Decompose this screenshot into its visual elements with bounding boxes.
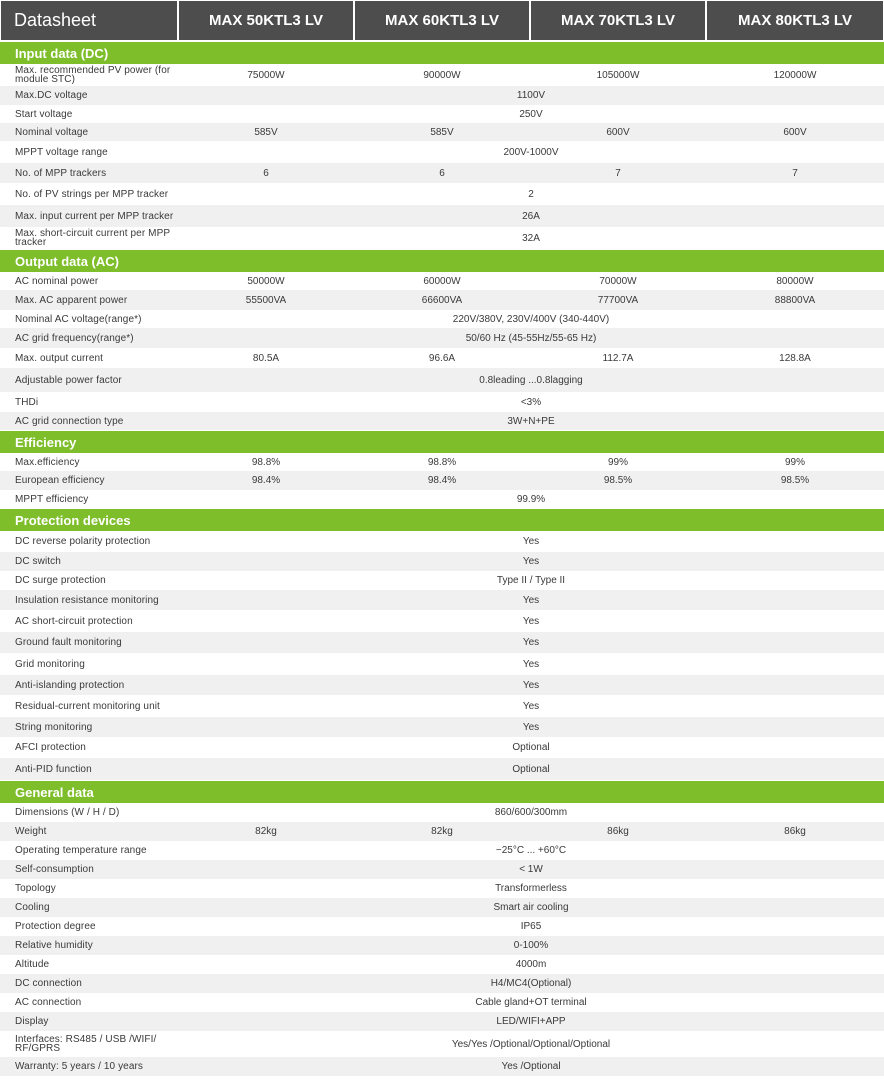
table-row: [0, 737, 884, 758]
row-value-all-models: Yes: [522, 594, 540, 606]
table-row: [0, 803, 884, 822]
row-label: Operating temperature range: [15, 845, 147, 856]
row-value-all-models: 50/60 Hz (45-55Hz/55-65 Hz): [465, 332, 597, 344]
table-row: [0, 368, 884, 392]
section-header: Output data (AC): [0, 249, 884, 272]
table-row: [0, 86, 884, 105]
row-label: Protection degree: [15, 921, 96, 932]
row-label: String monitoring: [15, 721, 93, 733]
row-label: No. of MPP trackers: [15, 167, 107, 179]
row-value: 98.5%: [603, 475, 633, 486]
row-value-all-models: Yes: [522, 700, 540, 712]
row-value: 75000W: [247, 69, 285, 81]
row-label: DC switch: [15, 556, 61, 567]
row-label: Self-consumption: [15, 864, 94, 875]
row-value: 112.7A: [602, 352, 634, 364]
row-label: Start voltage: [15, 108, 73, 120]
model-header-3: MAX 70KTL3 LV: [530, 0, 706, 41]
row-value-all-models: Yes: [522, 615, 540, 627]
table-row: [0, 490, 884, 508]
row-value-all-models: Optional: [512, 763, 550, 775]
row-label: Max. short-circuit current per MPP tracker: [15, 228, 170, 248]
row-value-all-models: 3W+N+PE: [507, 415, 555, 427]
row-value: 90000W: [423, 69, 461, 81]
table-row: [0, 310, 884, 328]
table-row: [0, 1012, 884, 1031]
table-row: [0, 571, 884, 590]
row-value: 88800VA: [774, 294, 816, 306]
table-row: [0, 453, 884, 471]
row-value: 80.5A: [252, 352, 280, 364]
table-row: [0, 917, 884, 936]
row-value-all-models: < 1W: [519, 864, 543, 875]
table-row: [0, 205, 884, 227]
table-row: [0, 632, 884, 653]
row-value-all-models: 26A: [522, 210, 540, 222]
row-value-all-models: 0.8leading ...0.8lagging: [479, 374, 583, 386]
row-value-all-models: <3%: [520, 396, 542, 408]
table-row: [0, 879, 884, 898]
table-row: [0, 695, 884, 717]
row-value: 98.5%: [780, 475, 810, 486]
row-value-all-models: H4/MC4(Optional): [490, 978, 572, 989]
row-value: 96.6A: [428, 352, 456, 364]
row-label: Grid monitoring: [15, 658, 85, 670]
row-value-all-models: IP65: [520, 921, 542, 932]
row-label: Max.efficiency: [15, 456, 80, 468]
row-label: Nominal AC voltage(range*): [15, 313, 142, 325]
row-value: 99%: [607, 456, 628, 468]
row-label: DC surge protection: [15, 575, 106, 586]
row-label: Dimensions (W / H / D): [15, 807, 120, 818]
datasheet-title: Datasheet: [0, 0, 178, 41]
row-label: Max.DC voltage: [15, 90, 88, 101]
row-value-all-models: 200V-1000V: [503, 146, 559, 158]
row-value-all-models: Yes /Optional: [501, 1061, 561, 1072]
table-row: [0, 717, 884, 737]
row-label: MPPT efficiency: [15, 493, 89, 505]
row-label: Insulation resistance monitoring: [15, 594, 159, 606]
row-label: THDi: [15, 396, 39, 408]
table-header: [0, 0, 884, 41]
row-label: No. of PV strings per MPP tracker: [15, 188, 169, 200]
table-row: [0, 610, 884, 632]
row-value-all-models: 32A: [522, 232, 540, 244]
row-label: AFCI protection: [15, 742, 86, 753]
table-row: [0, 328, 884, 348]
row-value-all-models: LED/WIFI+APP: [496, 1016, 566, 1027]
row-label: DC connection: [15, 978, 82, 989]
section-header: Input data (DC): [0, 41, 884, 64]
row-label: Cooling: [15, 902, 50, 913]
row-value-all-models: −25°C ... +60°C: [495, 845, 567, 856]
row-value-all-models: Yes/Yes /Optional/Optional/Optional: [451, 1038, 611, 1050]
row-value: 6: [263, 167, 269, 179]
model-header-2: MAX 60KTL3 LV: [354, 0, 530, 41]
row-value: 120000W: [773, 69, 817, 81]
row-label: AC short-circuit protection: [15, 615, 133, 627]
row-value: 128.8A: [779, 352, 811, 364]
row-value-all-models: 2: [528, 188, 534, 200]
section-header: Protection devices: [0, 508, 884, 531]
table-row: [0, 675, 884, 695]
row-value: 82kg: [255, 826, 277, 837]
table-row: [0, 392, 884, 412]
row-value-all-models: 99.9%: [516, 493, 546, 505]
row-value: 66600VA: [421, 294, 463, 306]
table-row: [0, 141, 884, 163]
row-label: AC nominal power: [15, 275, 99, 287]
row-value-all-models: Yes: [522, 536, 540, 547]
row-label: AC connection: [15, 997, 82, 1008]
row-value-all-models: Yes: [522, 637, 540, 648]
row-label: Interfaces: RS485 / USB /WIFI/ RF/GPRS: [15, 1034, 157, 1054]
row-value: 7: [792, 167, 798, 179]
table-row: [0, 898, 884, 917]
row-label: MPPT voltage range: [15, 146, 108, 158]
table-row: [0, 412, 884, 430]
table-row: [0, 653, 884, 675]
row-value-all-models: 0-100%: [513, 940, 549, 951]
row-label: Max. input current per MPP tracker: [15, 210, 174, 222]
table-row: [0, 936, 884, 955]
table-row: [0, 183, 884, 205]
table-row: [0, 64, 884, 86]
row-label: Display: [15, 1016, 49, 1027]
table-row: [0, 590, 884, 610]
row-label: Max. output current: [15, 352, 104, 364]
row-value-all-models: 860/600/300mm: [494, 807, 568, 818]
row-label: Anti-PID function: [15, 763, 92, 775]
table-row: [0, 955, 884, 974]
row-label: European efficiency: [15, 475, 105, 486]
row-label: Residual-current monitoring unit: [15, 700, 160, 712]
table-row: [0, 123, 884, 141]
row-value: 6: [439, 167, 445, 179]
row-value: 86kg: [607, 826, 629, 837]
row-value-all-models: Transformerless: [495, 883, 567, 894]
row-label: AC grid frequency(range*): [15, 332, 134, 344]
row-value: 70000W: [599, 275, 637, 287]
table-row: [0, 758, 884, 780]
row-label: Topology: [15, 883, 56, 894]
table-row: [0, 290, 884, 310]
row-label: AC grid connection type: [15, 415, 124, 427]
row-label: Adjustable power factor: [15, 374, 122, 386]
row-value: 585V: [430, 126, 454, 138]
row-value-all-models: Optional: [512, 742, 550, 753]
row-value-all-models: Cable gland+OT terminal: [475, 997, 587, 1008]
row-value: 7: [615, 167, 621, 179]
row-label: Max. recommended PV power (for module STC): [15, 65, 171, 85]
row-value: 98.4%: [427, 475, 457, 486]
row-label: Relative humidity: [15, 940, 93, 951]
table-row: [0, 471, 884, 490]
row-label: Altitude: [15, 959, 50, 970]
row-value-all-models: Smart air cooling: [493, 902, 569, 913]
row-value: 105000W: [596, 69, 640, 81]
table-row: [0, 974, 884, 993]
table-row: [0, 860, 884, 879]
table-row: [0, 1031, 884, 1057]
row-value-all-models: 250V: [519, 108, 543, 120]
row-value: 99%: [784, 456, 805, 468]
row-value: 98.8%: [427, 456, 457, 468]
row-value: 82kg: [431, 826, 453, 837]
model-header-4: MAX 80KTL3 LV: [706, 0, 884, 41]
table-row: [0, 822, 884, 841]
row-label: Weight: [15, 826, 47, 837]
table-row: [0, 552, 884, 571]
row-value: 50000W: [247, 275, 285, 287]
row-label: Max. AC apparent power: [15, 294, 128, 306]
table-row: [0, 348, 884, 368]
table-row: [0, 1057, 884, 1076]
row-value-all-models: Yes: [522, 658, 540, 670]
row-value: 600V: [783, 126, 807, 138]
row-value: 98.8%: [251, 456, 281, 468]
section-header: General data: [0, 780, 884, 803]
row-label: Warranty: 5 years / 10 years: [15, 1061, 144, 1072]
row-value: 600V: [606, 126, 630, 138]
row-value-all-models: 220V/380V, 230V/400V (340-440V): [452, 313, 610, 325]
row-value: 55500VA: [245, 294, 287, 306]
row-value-all-models: Yes: [522, 721, 540, 733]
row-value-all-models: Yes: [522, 679, 540, 691]
row-label: DC reverse polarity protection: [15, 536, 151, 547]
row-value-all-models: 4000m: [515, 959, 547, 970]
row-value-all-models: Type II / Type II: [496, 575, 566, 586]
row-value: 77700VA: [597, 294, 639, 306]
table-row: [0, 105, 884, 123]
table-row: [0, 163, 884, 183]
row-value: 86kg: [784, 826, 806, 837]
row-label: Nominal voltage: [15, 126, 89, 138]
row-value-all-models: Yes: [522, 556, 540, 567]
row-value: 98.4%: [251, 475, 281, 486]
row-label: Ground fault monitoring: [15, 637, 122, 648]
table-row: [0, 531, 884, 552]
row-value-all-models: 1100V: [516, 90, 546, 101]
row-label: Anti-islanding protection: [15, 679, 125, 691]
table-row: [0, 841, 884, 860]
table-row: [0, 227, 884, 249]
table-row: [0, 993, 884, 1012]
table-body: [0, 41, 884, 1076]
section-header: Efficiency: [0, 430, 884, 453]
table-row: [0, 272, 884, 290]
row-value: 585V: [254, 126, 278, 138]
row-value: 80000W: [776, 275, 814, 287]
row-value: 60000W: [423, 275, 461, 287]
model-header-1: MAX 50KTL3 LV: [178, 0, 354, 41]
